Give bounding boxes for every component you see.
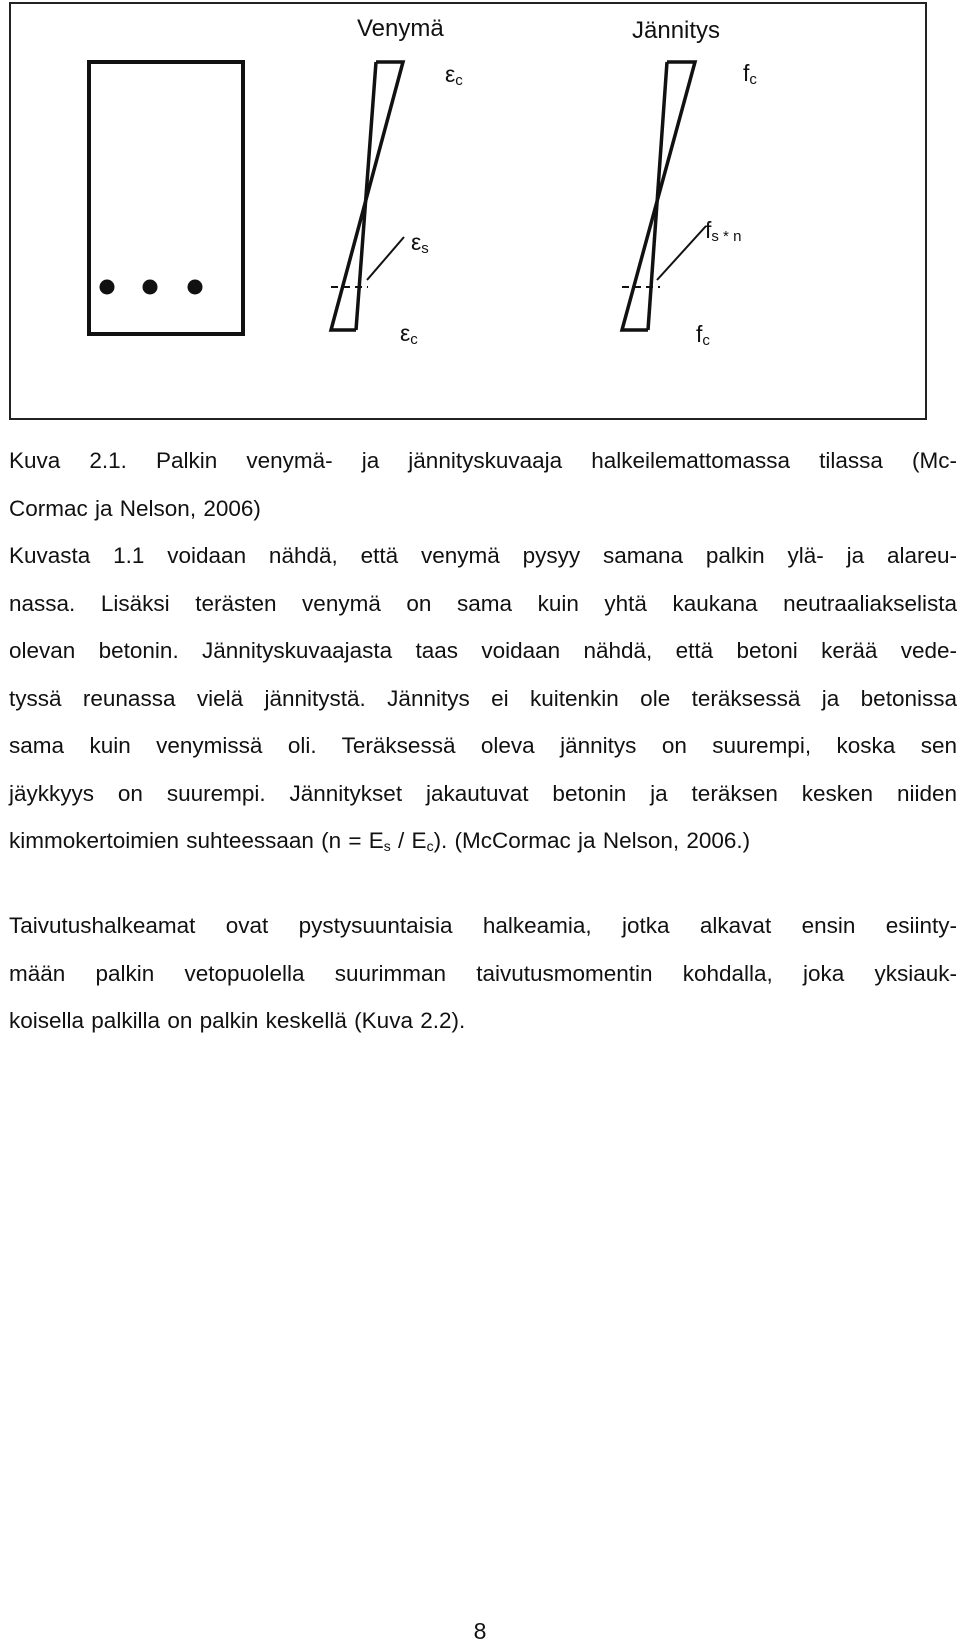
paragraph-line: nassa. Lisäksi terästen venymä on sama kuin yhtä kaukana neutraaliakselista	[9, 590, 957, 616]
caption-line: Kuva 2.1. Palkin venymä- ja jännityskuvaaja halkeilemattomassa tilassa (Mc-	[9, 448, 957, 473]
strain-steel-label: $\varepsilon_s$	[411, 229, 429, 257]
figure-frame	[9, 2, 927, 420]
strain-top-label: $\varepsilon_c$	[445, 61, 463, 89]
strain-heading: Venymä	[357, 15, 444, 42]
stress-diagram	[622, 62, 706, 330]
caption-line: Cormac ja Nelson, 2006)	[9, 495, 261, 521]
paragraph-line: jäykkyys on suurempi. Jännitykset jakautuvat betonin ja teräksen kesken niiden	[9, 780, 957, 806]
paragraph-strain-stress	[9, 532, 957, 865]
stress-top-label: $f_c$	[743, 60, 757, 88]
rebar-1	[100, 280, 115, 295]
stress-heading: Jännitys	[632, 17, 721, 44]
paragraph-flexural-cracks	[9, 902, 957, 1045]
rebar-2	[143, 280, 158, 295]
paragraph-line: Taivutushalkeamat ovat pystysuuntaisia halkeamia, jotka alkavat ensin esiinty-	[9, 913, 957, 938]
page-number: 8	[473, 1618, 487, 1644]
stress-steel-label: $f_{s * n}$	[705, 217, 742, 245]
figure-caption	[9, 437, 957, 532]
paragraph-line: olevan betonin. Jännityskuvaajasta taas voidaan nähdä, että betoni kerää vede-	[9, 638, 957, 663]
paragraph-line: tyssä reunassa vielä jännitystä. Jännitys ei kuitenkin ole teräksessä ja betonissa	[9, 685, 957, 711]
rebar-3	[188, 280, 203, 295]
strain-diagram	[331, 62, 404, 330]
beam-cross-section	[89, 62, 243, 334]
paragraph-line: Kuvasta 1.1 voidaan nähdä, että venymä pysyy samana palkin ylä- ja alareu-	[9, 543, 957, 568]
paragraph-line: kimmokertoimien suhteessaan $(n = E_s / E_c)$. (McCormac ja Nelson, 2006.)	[9, 828, 751, 854]
paragraph-line: mään palkin vetopuolella suurimman taivutusmomentin kohdalla, joka yksiauk-	[9, 960, 957, 986]
strain-bottom-label: $\varepsilon_c$	[400, 320, 418, 348]
stress-bottom-label: $f_c$	[696, 321, 710, 349]
paragraph-line: koisella palkilla on palkin keskellä (Kuva 2.2).	[9, 1008, 466, 1033]
paragraph-line: sama kuin venymissä oli. Teräksessä oleva jännitys on suurempi, koska sen	[9, 733, 957, 758]
beam-diagram	[11, 4, 929, 422]
